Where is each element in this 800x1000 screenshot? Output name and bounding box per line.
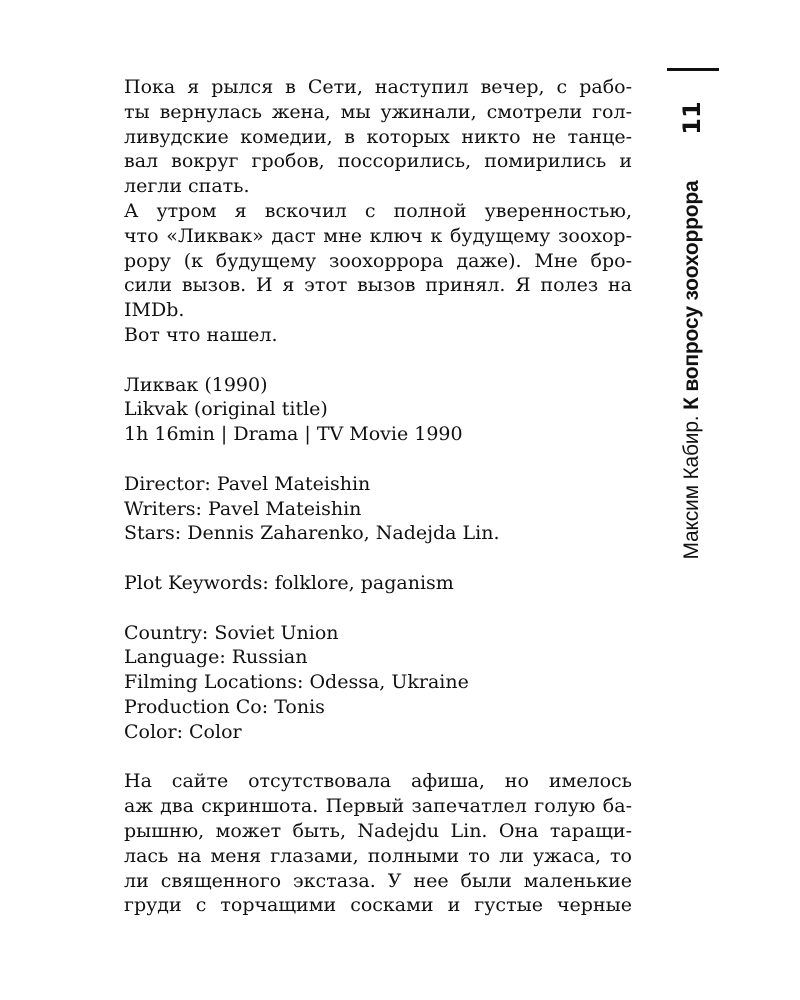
para1-line-1: Пока я рылся в Сети, наступил вечер, с рабо- bbox=[124, 76, 632, 98]
movie-keywords: Plot Keywords: folklore, paganism bbox=[124, 571, 454, 594]
para4-line-5: ли священного экстаза. У нее были маленькие bbox=[124, 869, 632, 892]
movie-director: Director: Pavel Mateishin bbox=[124, 472, 371, 495]
movie-color: Color: Color bbox=[124, 720, 242, 743]
running-title-author: Максим Кабир. bbox=[680, 415, 703, 560]
para2-line-3: рору (к будущему зоохоррора даже). Мне бро- bbox=[124, 249, 632, 272]
header-rule bbox=[667, 68, 719, 71]
movie-title-orig: Likvak (original title) bbox=[124, 398, 328, 421]
movie-country: Country: Soviet Union bbox=[124, 621, 339, 644]
movie-keywords-block bbox=[124, 571, 632, 596]
body-text bbox=[124, 75, 632, 918]
para4-line-2: аж два скриншота. Первый запечатлел голую ба- bbox=[124, 795, 632, 818]
paragraph-4 bbox=[124, 769, 632, 918]
movie-locations: Filming Locations: Odessa, Ukraine bbox=[124, 671, 469, 694]
para4-line-1: На сайте отсутствовала афиша, но имелось bbox=[124, 770, 632, 793]
page-number: 11 bbox=[678, 101, 706, 135]
movie-stars: Stars: Dennis Zaharenko, Nadejda Lin. bbox=[124, 522, 500, 545]
para3-line-1: Вот что нашел. bbox=[124, 323, 278, 346]
running-title-book: К вопросу зоохоррора bbox=[680, 180, 703, 410]
paragraph-3 bbox=[124, 323, 632, 348]
para1-line-2: ты вернулась жена, мы ужинали, смотрели гол- bbox=[124, 100, 632, 123]
para4-line-6: груди с торчащими сосками и густые черные bbox=[124, 894, 632, 917]
movie-title-ru: Ликвак (1990) bbox=[124, 373, 268, 396]
running-title bbox=[680, 181, 704, 560]
paragraph-1 bbox=[124, 75, 632, 199]
movie-writers: Writers: Pavel Mateishin bbox=[124, 497, 362, 520]
para1-line-3: ливудские комедии, в которых никто не танце- bbox=[124, 125, 632, 148]
para4-line-3: рышню, может быть, Nadejdu Lin. Она таращи- bbox=[124, 819, 632, 842]
para4-line-4: лась на меня глазами, полными то ли ужаса, то bbox=[124, 844, 632, 867]
para2-line-2: что «Ликвак» даст мне ключ к будущему зоохор- bbox=[124, 224, 632, 247]
para2-line-5: IMDb. bbox=[124, 299, 185, 322]
movie-info bbox=[124, 373, 632, 447]
para2-line-1: А утром я вскочил с полной уверенностью, bbox=[124, 199, 632, 222]
paragraph-2 bbox=[124, 199, 632, 323]
para1-line-4: вал вокруг гробов, поссорились, помирились и bbox=[124, 150, 632, 173]
movie-production: Production Co: Tonis bbox=[124, 695, 325, 718]
movie-meta: 1h 16min | Drama | TV Movie 1990 bbox=[124, 423, 463, 446]
movie-language: Language: Russian bbox=[124, 646, 308, 669]
para2-line-4: сили вызов. И я этот вызов принял. Я полез на bbox=[124, 274, 632, 297]
movie-details bbox=[124, 621, 632, 745]
para1-line-5: легли спать. bbox=[124, 175, 250, 198]
movie-credits bbox=[124, 472, 632, 546]
